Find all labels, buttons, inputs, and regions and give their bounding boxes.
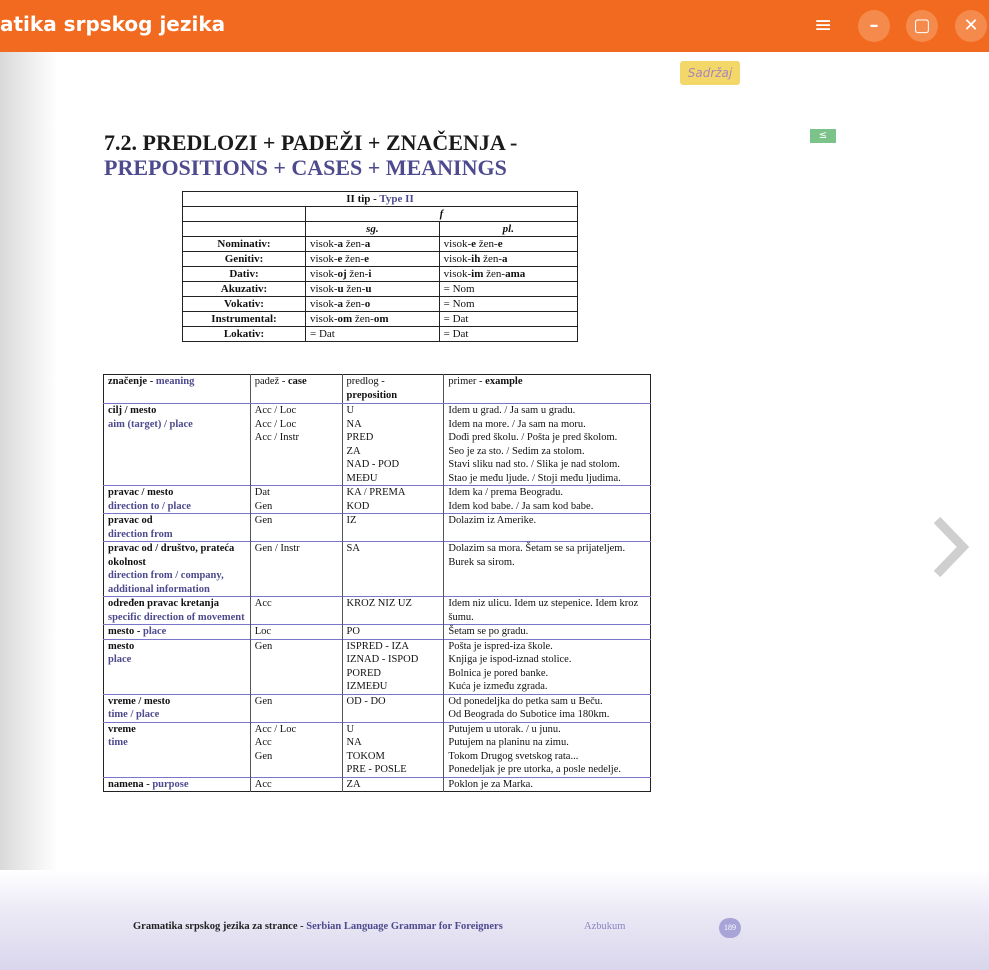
singular-form: visok-oj žen-i <box>306 267 440 282</box>
example-cell: Idem kod babe. / Ja sam kod babe. <box>444 500 651 514</box>
case-label: Genitiv: <box>183 252 306 267</box>
case-label: Nominativ: <box>183 237 306 252</box>
case-cell: Gen <box>250 639 342 653</box>
plural-form: = Dat <box>439 312 577 327</box>
meaning-row <box>104 514 651 542</box>
declension-rows <box>183 237 578 342</box>
plural-form: = Nom <box>439 297 577 312</box>
meanings-table-header: značenje - meaning padež - case predlog - preposition primer - example <box>104 375 651 404</box>
preposition-cell: KROZ NIZ UZ <box>342 597 444 625</box>
case-cell: Acc / Instr <box>250 431 342 445</box>
case-cell: Acc / Loc <box>250 722 342 736</box>
case-cell: Acc <box>250 777 342 792</box>
example-cell: Ponedeljak je pre utorka, a posle nedelje. <box>444 763 651 777</box>
case-label: Lokativ: <box>183 327 306 342</box>
footer-title: Gramatika srpskog jezika za strance - Serbian Language Grammar for Foreigners <box>133 921 503 932</box>
plural-label: pl. <box>439 222 577 237</box>
plural-form: visok-e žen-e <box>439 237 577 252</box>
example-cell: Poklon je za Marka. <box>444 777 651 792</box>
footer-band <box>0 870 989 970</box>
meaning-row <box>104 625 651 640</box>
case-label: Instrumental: <box>183 312 306 327</box>
example-cell: Idem niz ulicu. Idem uz stepenice. Idem kroz šumu. <box>444 597 651 625</box>
plural-form: = Nom <box>439 282 577 297</box>
example-cell: Putujem u utorak. / u junu. <box>444 722 651 736</box>
example-cell: Od ponedeljka do petka sam u Beču. <box>444 694 651 708</box>
declension-row <box>183 312 578 327</box>
plural-form: = Dat <box>439 327 577 342</box>
preposition-cell: PO <box>342 625 444 640</box>
example-cell: Dolazim sa mora. Šetam se sa prijateljem. Burek sa sirom. <box>444 542 651 597</box>
case-cell <box>250 708 342 722</box>
gender-label: f <box>306 207 578 222</box>
preposition-cell: MEĐU <box>342 472 444 486</box>
preposition-cell: ZA <box>342 777 444 792</box>
singular-form: visok-e žen-e <box>306 252 440 267</box>
footer-brand: Azbukum <box>584 921 626 932</box>
declension-row <box>183 297 578 312</box>
case-cell: Acc <box>250 736 342 750</box>
case-cell: Gen <box>250 694 342 708</box>
preposition-cell: KA / PREMA <box>342 486 444 500</box>
case-cell <box>250 458 342 472</box>
preposition-cell: NA <box>342 418 444 432</box>
meaning-cell: mesto place <box>104 639 251 694</box>
meaning-row <box>104 639 651 653</box>
meaning-cell: pravac od / društvo, prateća okolnost direction from / company, additional information <box>104 542 251 597</box>
preposition-cell: KOD <box>342 500 444 514</box>
singular-form: = Dat <box>306 327 440 342</box>
page-number: 189 <box>719 918 741 938</box>
case-cell <box>250 680 342 694</box>
preposition-cell: U <box>342 404 444 418</box>
example-cell: Tokom Drugog svetskog rata... <box>444 750 651 764</box>
example-cell: Seo je za sto. / Sedim za stolom. <box>444 445 651 459</box>
preposition-cell: OD - DO <box>342 694 444 708</box>
meaning-row <box>104 542 651 597</box>
case-cell: Gen <box>250 750 342 764</box>
case-cell: Gen <box>250 514 342 542</box>
singular-form: visok-a žen-o <box>306 297 440 312</box>
example-cell: Dolazim iz Amerike. <box>444 514 651 542</box>
preposition-cell: SA <box>342 542 444 597</box>
example-cell: Idem ka / prema Beogradu. <box>444 486 651 500</box>
bookmark-tab[interactable]: ≤ <box>810 129 836 143</box>
case-cell <box>250 763 342 777</box>
example-cell: Knjiga je ispod-iznad stolice. <box>444 653 651 667</box>
case-cell: Acc <box>250 597 342 625</box>
case-label: Dativ: <box>183 267 306 282</box>
preposition-cell: NAD - POD <box>342 458 444 472</box>
preposition-cell: PRED <box>342 431 444 445</box>
page-spine <box>0 52 58 970</box>
case-cell: Gen / Instr <box>250 542 342 597</box>
case-cell: Loc <box>250 625 342 640</box>
preposition-cell: IZMEĐU <box>342 680 444 694</box>
example-cell: Kuća je između zgrada. <box>444 680 651 694</box>
preposition-cell: ISPRED - IZA <box>342 639 444 653</box>
example-cell: Putujem na planinu na zimu. <box>444 736 651 750</box>
example-cell: Dođi pred školu. / Pošta je pred školom. <box>444 431 651 445</box>
declension-table <box>182 191 578 342</box>
example-cell: Idem u grad. / Ja sam u gradu. <box>444 404 651 418</box>
meaning-cell: pravac / mesto direction to / place <box>104 486 251 514</box>
meaning-cell: pravac od direction from <box>104 514 251 542</box>
case-label: Akuzativ: <box>183 282 306 297</box>
example-cell: Od Beograda do Subotice ima 180km. <box>444 708 651 722</box>
singular-form: visok-a žen-a <box>306 237 440 252</box>
preposition-cell: IZ <box>342 514 444 542</box>
case-cell <box>250 653 342 667</box>
meaning-cell: vreme / mesto time / place <box>104 694 251 722</box>
declension-row <box>183 252 578 267</box>
preposition-cell <box>342 708 444 722</box>
close-button[interactable]: ✕ <box>955 10 987 42</box>
meaning-cell: mesto - place <box>104 625 251 640</box>
section-title: 7.2. PREDLOZI + PADEŽI + ZNAČENJA - <box>104 130 518 155</box>
case-cell <box>250 667 342 681</box>
title-bar <box>0 0 989 52</box>
case-cell: Acc / Loc <box>250 418 342 432</box>
preposition-cell: NA <box>342 736 444 750</box>
case-cell <box>250 472 342 486</box>
case-cell: Acc / Loc <box>250 404 342 418</box>
preposition-cell: PRE - POSLE <box>342 763 444 777</box>
maximize-button[interactable]: ▢ <box>906 10 938 42</box>
app-title: atika srpskog jezika <box>0 12 226 36</box>
singular-form: visok-u žen-u <box>306 282 440 297</box>
meaning-cell: namena - purpose <box>104 777 251 792</box>
declension-row <box>183 267 578 282</box>
example-cell: Bolnica je pored banke. <box>444 667 651 681</box>
section-subtitle: PREPOSITIONS + CASES + MEANINGS <box>104 155 507 180</box>
menu-icon[interactable]: ≡ <box>814 13 833 38</box>
chevron-right-icon[interactable] <box>925 512 989 582</box>
case-cell <box>250 445 342 459</box>
plural-form: visok-ih žen-a <box>439 252 577 267</box>
declension-row <box>183 282 578 297</box>
preposition-cell: PORED <box>342 667 444 681</box>
contents-button[interactable]: Sadržaj <box>680 61 740 85</box>
meaning-row <box>104 777 651 792</box>
minimize-button[interactable]: – <box>858 10 890 42</box>
meaning-row <box>104 404 651 418</box>
example-cell: Stavi sliku nad sto. / Slika je nad stolom. <box>444 458 651 472</box>
example-cell: Šetam se po gradu. <box>444 625 651 640</box>
preposition-cell: IZNAD - ISPOD <box>342 653 444 667</box>
example-cell: Pošta je ispred-iza škole. <box>444 639 651 653</box>
meaning-row <box>104 597 651 625</box>
meaning-row <box>104 722 651 736</box>
case-label: Vokativ: <box>183 297 306 312</box>
meaning-cell: cilj / mesto aim (target) / place <box>104 404 251 486</box>
singular-form: visok-om žen-om <box>306 312 440 327</box>
meanings-table <box>103 374 651 792</box>
case-cell: Gen <box>250 500 342 514</box>
declension-row <box>183 237 578 252</box>
case-cell: Dat <box>250 486 342 500</box>
declension-row <box>183 327 578 342</box>
meaning-cell: određen pravac kretanja specific direction of movement <box>104 597 251 625</box>
preposition-cell: ZA <box>342 445 444 459</box>
meaning-row <box>104 486 651 500</box>
singular-label: sg. <box>306 222 440 237</box>
meaning-row <box>104 694 651 708</box>
plural-form: visok-im žen-ama <box>439 267 577 282</box>
example-cell: Stao je među ljude. / Stoji među ljudima. <box>444 472 651 486</box>
preposition-cell: TOKOM <box>342 750 444 764</box>
declension-table-title: II tip - Type II <box>183 192 578 207</box>
example-cell: Idem na more. / Ja sam na moru. <box>444 418 651 432</box>
preposition-cell: U <box>342 722 444 736</box>
meaning-cell: vreme time <box>104 722 251 777</box>
meanings-rows <box>104 404 651 792</box>
